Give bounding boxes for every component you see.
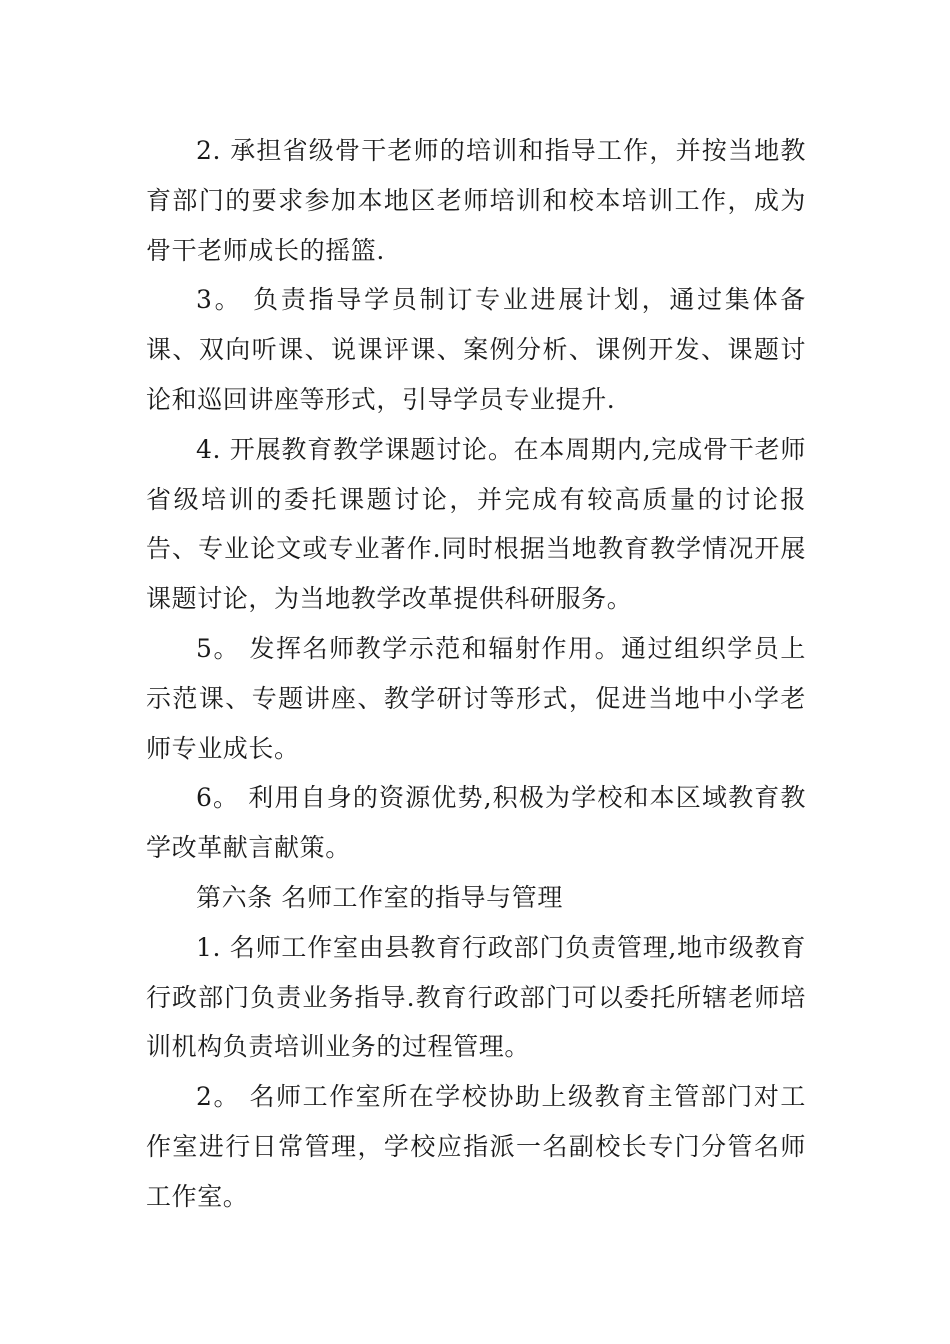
paragraph-item-2-school-role: 2。 名师工作室所在学校协助上级教育主管部门对工作室进行日常管理，学校应指派一名副校长专门分管名师工作室。 xyxy=(146,1082,806,1211)
section-heading-article-6: 第六条 名师工作室的指导与管理 xyxy=(196,882,563,912)
paragraph-item-5-demonstration: 5。 发挥名师教学示范和辐射作用。通过组织学员上示范课、专题讲座、教学研讨等形式，促进当地中小学老师专业成长。 xyxy=(146,633,806,763)
paragraph-item-6-resources: 6。 利用自身的资源优势,积极为学校和本区域教育教学改革献言献策。 xyxy=(146,783,806,863)
paragraph-item-3-guidance: 3。 负责指导学员制订专业进展计划，通过集体备课、双向听课、说课评课、案例分析、课例开发、课题讨论和巡回讲座等形式，引导学员专业提升. xyxy=(146,285,806,414)
paragraph-item-2-training: 2. 承担省级骨干老师的培训和指导工作，并按当地教育部门的要求参加本地区老师培训和校本培训工作，成为骨干老师成长的摇篮. xyxy=(146,136,806,265)
paragraph-item-1-management: 1. 名师工作室由县教育行政部门负责管理,地市级教育行政部门负责业务指导.教育行政部门可以委托所辖老师培训机构负责培训业务的过程管理。 xyxy=(146,932,806,1062)
paragraph-item-4-research: 4. 开展教育教学课题讨论。在本周期内,完成骨干老师省级培训的委托课题讨论，并完成有较高质量的讨论报告、专业论文或专业著作.同时根据当地教育教学情况开展课题讨论，为当地教学改革提供科研服务。 xyxy=(146,434,806,614)
document-body xyxy=(146,126,806,1222)
